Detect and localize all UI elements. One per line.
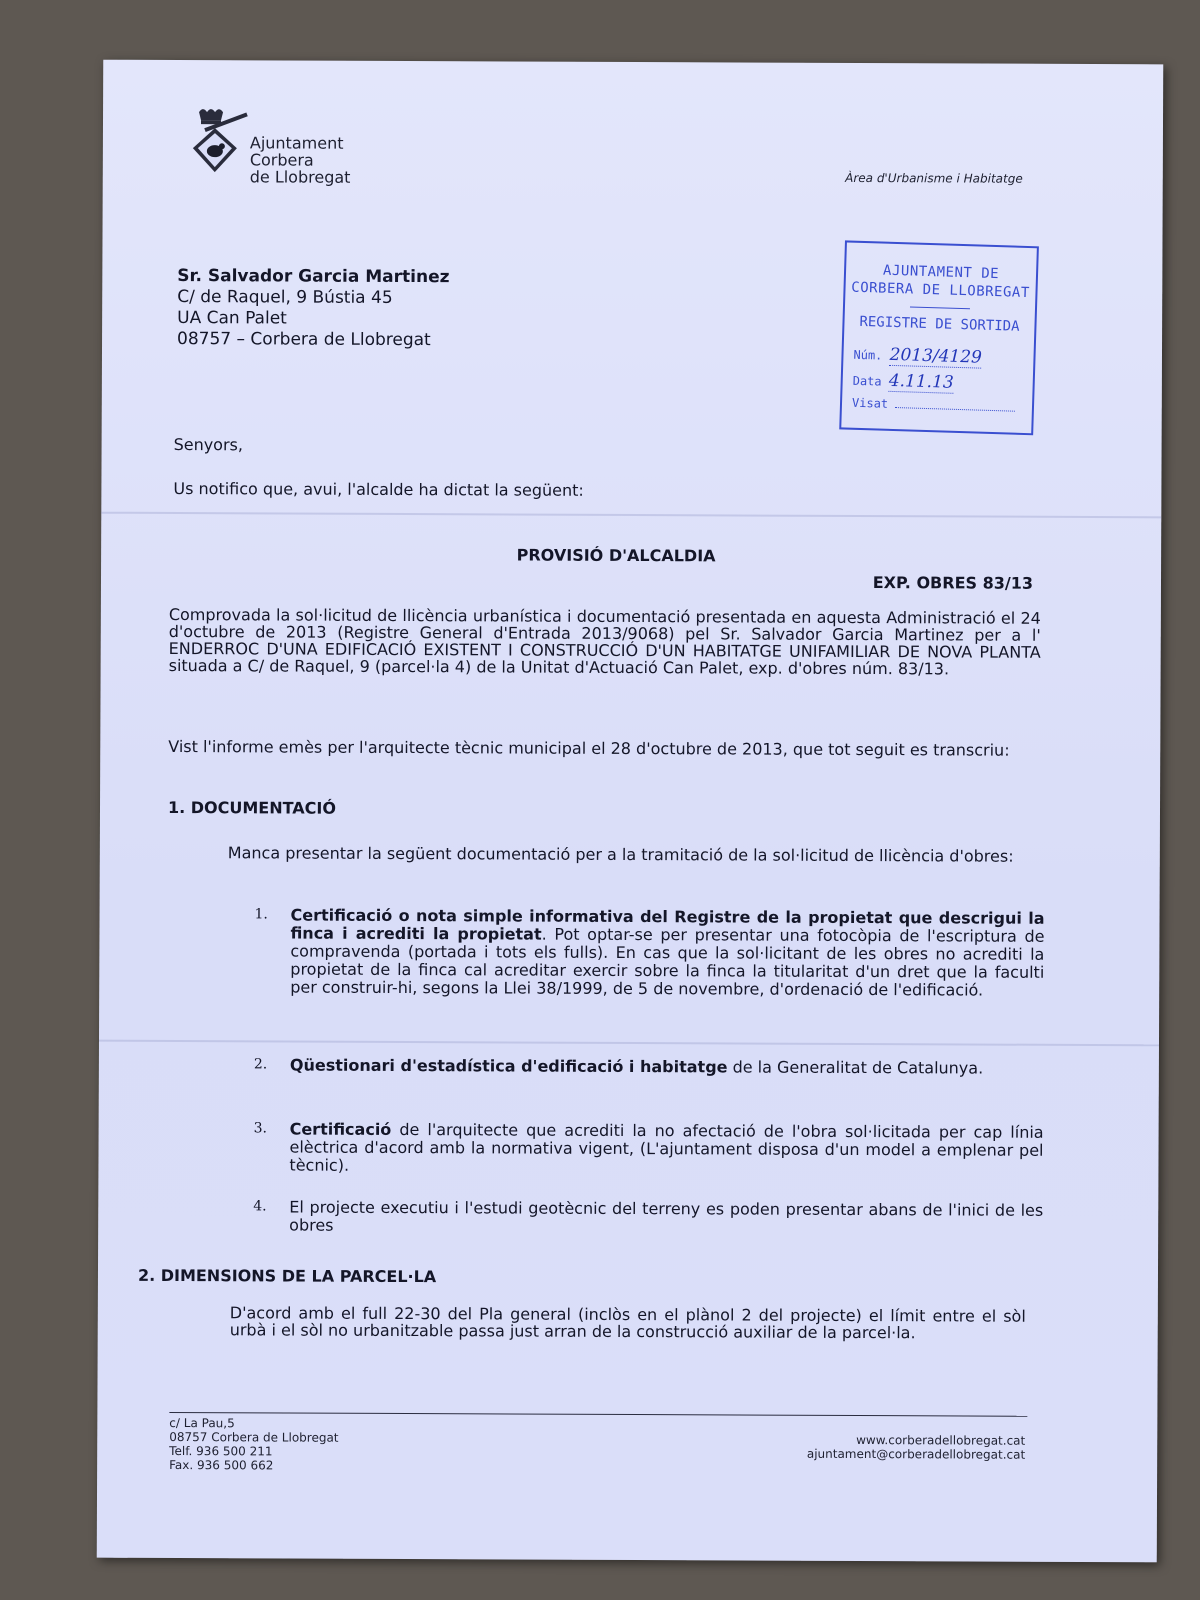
coat-of-arms-icon [185,100,255,190]
recipient-name: Sr. Salvador Garcia Martinez [177,266,450,288]
registry-stamp [839,240,1039,435]
section1-title: 1. DOCUMENTACIÓ [167,797,337,818]
letter-page [97,60,1164,1563]
file-number: EXP. OBRES 83/13 [872,573,1034,593]
document-title: PROVISIÓ D'ALCALDIA [516,545,716,566]
recipient-city: 08757 – Corbera de Llobregat [177,329,431,351]
list-item-number: 1. [254,906,268,923]
footer-email[interactable]: ajuntament@corberadellobregat.cat [806,1446,1026,1462]
list-item-number: 3. [253,1120,268,1137]
footer-website[interactable]: www.corberadellobregat.cat [856,1432,1026,1448]
footer-street: c/ La Pau,5 [169,1415,235,1431]
list-item [254,906,1044,999]
recipient-district: UA Can Palet [177,308,287,329]
logo-text-line3: de Llobregat [249,167,351,187]
stamp-date-value: 4.11.13 [888,370,955,393]
footer-contact [807,1433,1025,1462]
paragraph-request: Comprovada la sol·licitud de llicència urbanística i documentació presentada en aquesta Administració el 24 d'octubre de 2013 (Registre General d'Entrada 2013/9068) pel Sr. Salvador Garcia Martinez per a l' ENDERROC D'UNA EDIFICACIÓ EXISTENT I CONSTRUCCIÓ D'UN HABITATGE UNIFAMILIAR DE NOVA PLANTA situada a C/ de Raquel, 9 (parcel·la 4) de la Unitat d'Actuació Can Palet, exp. d'obres núm. 83/13. [168,604,1041,679]
list-item-bold: Certificació o nota simple informativa del Registre de la propietat que descrigui la finca i acrediti la propietat [290,905,1045,944]
stamp-num-value: 2013/4129 [889,344,983,368]
list-item-text: de l'arquitecte que acrediti la no afectació de l'obra sol·licitada per cap línia elèctrica d'acord amb la normativa vigent, (L'ajuntament disposa d'un model a emplenar pel tècnic). [289,1119,1044,1175]
municipal-logo [185,100,365,191]
logo-text-line1: Ajuntament [249,133,344,153]
stamp-num-row [843,343,1034,369]
intro-text: Us notifico que, avui, l'alcalde ha dictat la següent: [173,479,584,500]
list-item-number: 2. [253,1056,268,1073]
list-item [253,1198,1043,1237]
footer-fax: Fax. 936 500 662 [169,1457,274,1473]
stamp-line2: CORBERA DE LLOBREGAT [851,279,1031,302]
section2-text: D'acord amb el full 22-30 del Pla general (inclòs en el plànol 2 del projecte) el límit entre el sòl urbà i el sòl no urbanitzable passa just arran de la construcció auxiliar de la parcel·la. [229,1303,1026,1343]
recipient-address [177,266,450,351]
paper-fold [101,512,1161,519]
list-item-text: El projecte executiu i l'estudi geotècnic del terreny es poden presentar abans de l'inici de les obres [289,1197,1044,1235]
stamp-line1: AJUNTAMENT DE [882,262,1000,283]
footer-city: 08757 Corbera de Llobregat [169,1429,339,1445]
list-item-text: . Pot optar-se per presentar una fotocòpia de l'escriptura de compravenda (portada i tots els fulls). En cas que la sol·licitant de les obres no acrediti la propietat de la finca cal acreditar exercir sobre la finca la titularitat d'un dret que la faculti per construir-hi, segons la Llei 38/1999, de 5 de novembre, d'ordenació de l'edificació. [290,924,1045,1000]
paper-fold [99,1040,1159,1047]
footer-address [169,1416,339,1473]
list-item [253,1120,1043,1177]
department-label: Àrea d'Urbanisme i Habitatge [845,170,1023,186]
stamp-num-label: Núm. [853,347,883,363]
logo-text-line2: Corbera [249,150,314,170]
paragraph-report: Vist l'informe emès per l'arquitecte tècnic municipal el 28 d'octubre de 2013, que tot seguit es transcriu: [168,736,1010,760]
list-item-bold: Certificació [289,1119,392,1139]
stamp-visat-label: Visat [851,395,889,411]
greeting: Senyors, [173,435,244,455]
recipient-street: C/ de Raquel, 9 Bústia 45 [177,287,393,308]
list-item-number: 4. [253,1198,267,1215]
stamp-visat-blank [895,407,1015,412]
section2-title: 2. DIMENSIONS DE LA PARCEL·LA [137,1265,437,1287]
stamp-divider [910,306,970,309]
stamp-visat-row [842,395,1032,415]
footer-phone: Telf. 936 500 211 [169,1443,273,1459]
list-item-text: de la Generalitat de Catalunya. [727,1057,984,1078]
stamp-date-row [842,369,1033,395]
stamp-line3: REGISTRE DE SORTIDA [859,313,1020,335]
list-item [254,1056,1044,1077]
list-item-bold: Qüestionari d'estadística d'edificació i habitatge [289,1055,728,1077]
stamp-date-label: Data [852,373,882,389]
section1-intro: Manca presentar la següent documentació per a la tramitació de la sol·licitud de llicència d'obres: [227,843,1014,866]
